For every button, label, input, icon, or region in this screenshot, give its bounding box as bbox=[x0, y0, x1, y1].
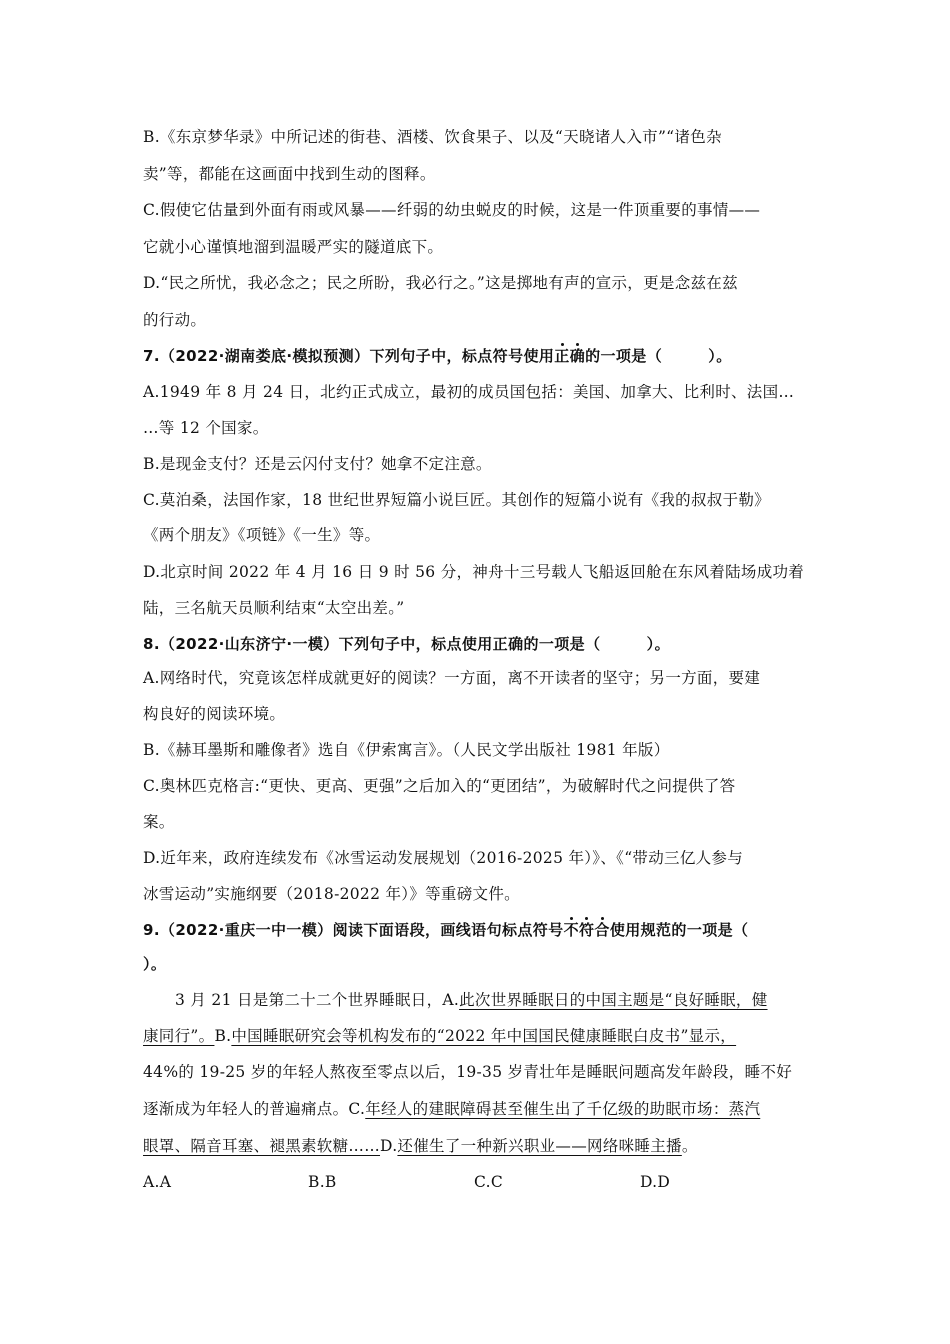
q8-option-d-line1: D.近年来，政府连续发布《冰雪运动发展规划（2016-2025 年）》、《“带动三亿人参与 bbox=[143, 849, 744, 867]
choice-b[interactable]: B.B bbox=[308, 1173, 337, 1191]
q8-option-a-line1: A.网络时代，究竟该怎样成就更好的阅读？一方面，离不开读者的坚守；另一方面，要建 bbox=[143, 669, 761, 687]
q7-option-b: B.是现金支付？还是云闪付支付？她拿不定注意。 bbox=[143, 455, 492, 473]
q9-passage-line1: 3 月 21 日是第二十二个世界睡眠日，A.此次世界睡眠日的中国主题是“良好睡眠，健 bbox=[175, 991, 768, 1009]
choice-c[interactable]: C.C bbox=[474, 1173, 503, 1191]
choice-d[interactable]: D.D bbox=[640, 1173, 671, 1191]
q7-option-a-line2: …等 12 个国家。 bbox=[143, 419, 269, 437]
q9-passage-line4: 逐渐成为年轻人的普遍痛点。C.年经人的建眠障碍甚至催生出了千亿级的助眠市场：蒸汽 bbox=[143, 1100, 761, 1118]
q7-option-d-line1: D.北京时间 2022 年 4 月 16 日 9 时 56 分，神舟十三号载人飞船返回舱在东风着陆场成功着 bbox=[143, 563, 805, 581]
q9-heading-line1: 9.（2022·重庆一中一模）阅读下面语段，画线语句标点符号不符合使用规范的一项是（ bbox=[143, 921, 749, 939]
underlined-sentence-d: 还催生了一种新兴职业——网络咪睡主播 bbox=[397, 1137, 682, 1155]
underlined-sentence-a: 康同行”。 bbox=[143, 1027, 215, 1045]
q9-passage-line5: 眼罩、隔音耳塞、褪黑素软糖……D.还催生了一种新兴职业——网络咪睡主播。 bbox=[143, 1137, 698, 1155]
q7-option-a-line1: A.1949 年 8 月 24 日，北约正式成立，最初的成员国包括：美国、加拿大、比利时、法国… bbox=[143, 383, 795, 401]
q8-option-b: B.《赫耳墨斯和雕像者》选自《伊索寓言》。（人民文学出版社 1981 年版） bbox=[143, 741, 670, 759]
q7-option-c-line2: 《两个朋友》《项链》《一生》等。 bbox=[143, 526, 381, 544]
emphasis-dot-char: 合 bbox=[594, 921, 610, 939]
emphasis-dot-char: 不 bbox=[563, 921, 579, 939]
q8-option-c-line2: 案。 bbox=[143, 813, 175, 831]
q9-heading-line2: ）。 bbox=[143, 955, 167, 973]
q7-option-c-line1: C.莫泊桑，法国作家，18 世纪世界短篇小说巨匠。其创作的短篇小说有《我的叔叔于勒》 bbox=[143, 491, 770, 509]
emphasis-dot-char: 正 bbox=[554, 347, 570, 365]
underlined-sentence-c: 年经人的建眠障碍甚至催生出了千亿级的助眠市场：蒸汽 bbox=[365, 1100, 761, 1118]
underlined-sentence-b: 中国睡眠研究会等机构发布的“2022 年中国国民健康睡眠白皮书”显示， bbox=[231, 1027, 737, 1045]
q7-heading: 7.（2022·湖南娄底·模拟预测）下列句子中，标点符号使用正确的一项是（ ）。 bbox=[143, 347, 732, 365]
q6-option-b-line1: B.《东京梦华录》中所记述的街巷、酒楼、饮食果子、以及“天晓诸人入市”“诸色杂 bbox=[143, 128, 722, 146]
q8-option-d-line2: 冰雪运动”实施纲要（2018-2022 年）》等重磅文件。 bbox=[143, 885, 520, 903]
q6-option-d-line2: 的行动。 bbox=[143, 311, 207, 329]
underlined-sentence-a: 此次世界睡眠日的中国主题是“良好睡眠，健 bbox=[459, 991, 768, 1009]
q6-option-b-line2: 卖”等，都能在这画面中找到生动的图释。 bbox=[143, 165, 436, 183]
q6-option-c-line1: C.假使它估量到外面有雨或风暴——纤弱的幼虫蜕皮的时候，这是一件顶重要的事情—— bbox=[143, 201, 761, 219]
q6-option-c-line2: 它就小心谨慎地溜到温暖严实的隧道底下。 bbox=[143, 238, 444, 256]
emphasis-dot-char: 符 bbox=[579, 921, 595, 939]
q7-option-d-line2: 陆，三名航天员顺利结束“太空出差。” bbox=[143, 599, 405, 617]
q8-heading: 8.（2022·山东济宁·一模）下列句子中，标点使用正确的一项是（ ）。 bbox=[143, 635, 670, 653]
q9-passage-line3: 44%的 19-25 岁的年轻人熬夜至零点以后，19-35 岁青壮年是睡眠问题高发年龄段，睡不好 bbox=[143, 1063, 793, 1081]
q8-option-c-line1: C.奥林匹克格言:“更快、更高、更强”之后加入的“更团结”，为破解时代之问提供了答 bbox=[143, 777, 736, 795]
underlined-sentence-c: 眼罩、隔音耳塞、褪黑素软糖…… bbox=[143, 1137, 381, 1155]
emphasis-dot-char: 确 bbox=[569, 347, 586, 365]
q9-choices bbox=[143, 1171, 808, 1193]
q6-option-d-line1: D.“民之所忧，我必念之；民之所盼，我必行之。”这是掷地有声的宣示，更是念兹在兹 bbox=[143, 274, 738, 292]
choice-a[interactable]: A.A bbox=[143, 1173, 172, 1191]
q9-passage-line2: 康同行”。B.中国睡眠研究会等机构发布的“2022 年中国国民健康睡眠白皮书”显示， bbox=[143, 1027, 737, 1045]
q8-option-a-line2: 构良好的阅读环境。 bbox=[143, 705, 286, 723]
